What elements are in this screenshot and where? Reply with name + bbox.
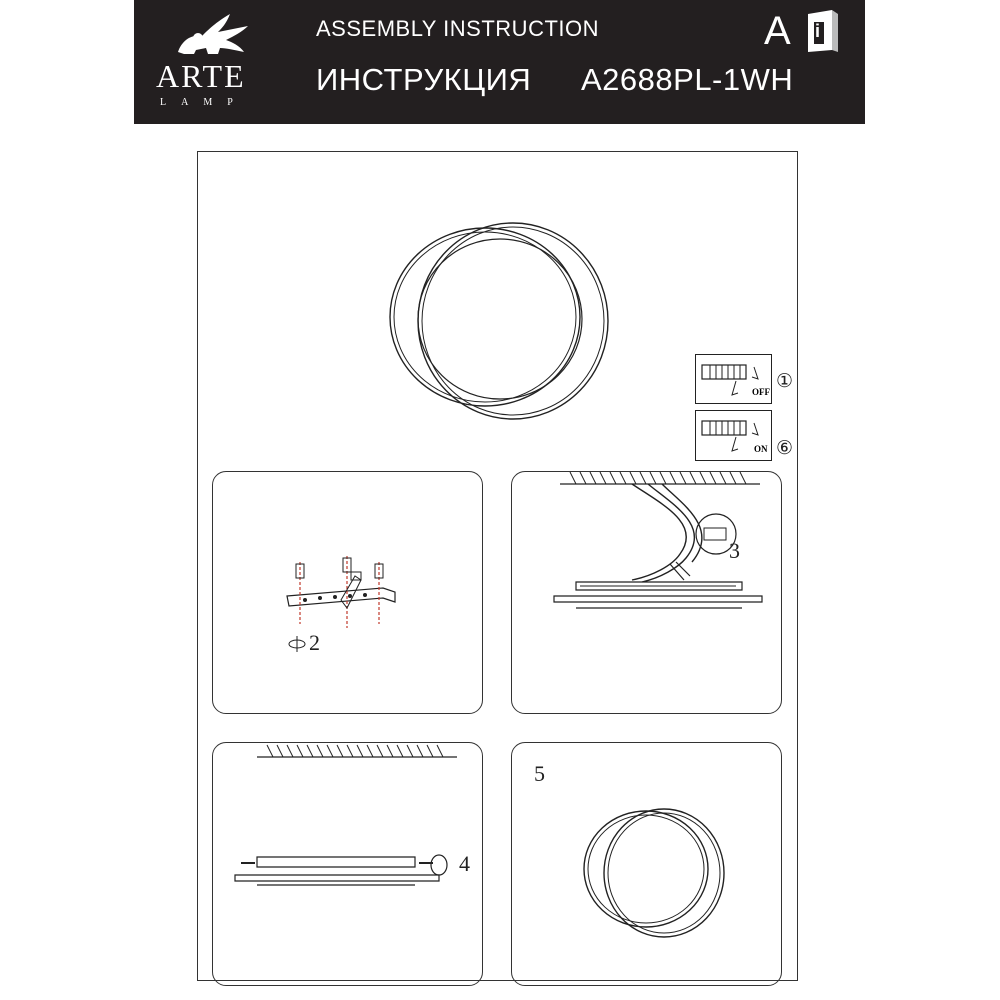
power-on-box (695, 410, 772, 461)
model-number: A2688PL-1WH (581, 62, 794, 97)
step-4-panel (212, 742, 483, 986)
instruction-book-icon (806, 8, 840, 54)
brand-logo-text: ARTE (156, 58, 246, 94)
power-off-box (695, 354, 772, 404)
assembly-title-en: ASSEMBLY INSTRUCTION (316, 16, 600, 41)
step-2-number: 2 (309, 630, 320, 655)
step-5-panel (511, 742, 782, 986)
step-2-panel (212, 471, 483, 714)
book-icon-letter: i (815, 21, 821, 41)
rotate-screw-icon (287, 634, 311, 654)
mounting-bracket-illustration (275, 552, 415, 642)
assembly-title-ru: ИНСТРУКЦИЯ (316, 62, 532, 97)
lamp-rings-illustration (375, 215, 615, 425)
wiring-illustration (552, 484, 782, 624)
ceiling-hatch (257, 745, 457, 759)
lamp-side-illustration (233, 851, 473, 891)
power-on-step: ⑥ (776, 438, 794, 459)
power-off-step: ① (776, 371, 794, 392)
on-label: ON (754, 444, 768, 454)
step-5-number: 5 (534, 761, 545, 786)
step-3-panel (511, 471, 782, 714)
document-letter: A (764, 9, 791, 53)
step-3-number: 3 (729, 538, 740, 563)
header-bar (134, 0, 865, 124)
step-4-number: 4 (459, 851, 470, 876)
off-label: OFF (752, 387, 770, 397)
brand-logo-subtext: LAMP (160, 97, 248, 108)
lamp-rings-small-illustration (576, 797, 736, 947)
